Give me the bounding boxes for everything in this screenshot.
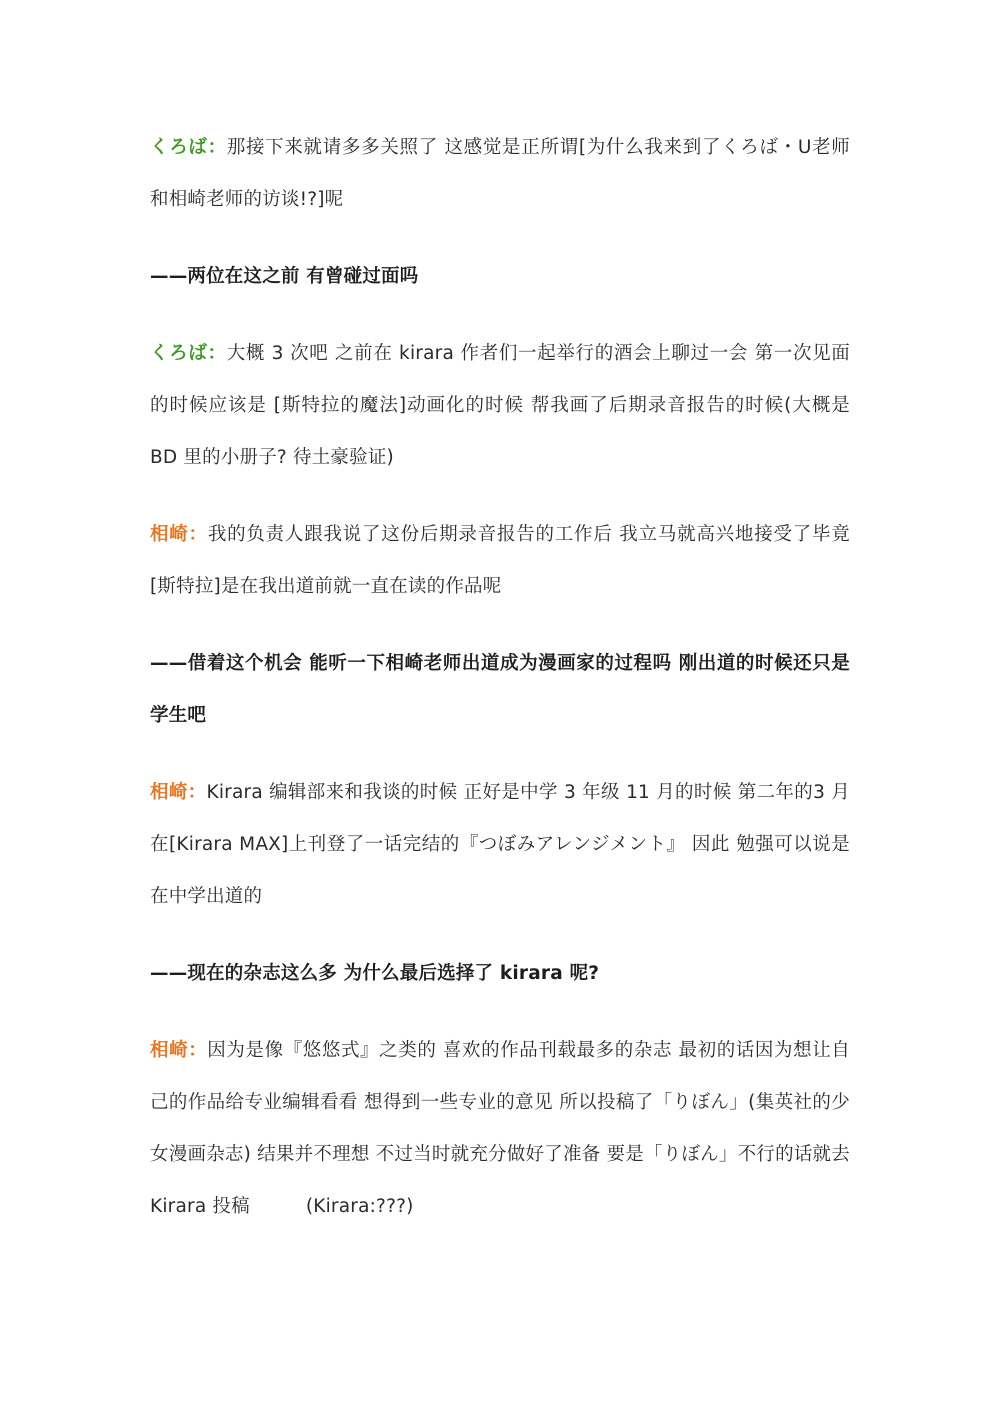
interview-document xyxy=(150,122,850,1258)
speaker-label-aizaki: 相崎： xyxy=(150,1040,208,1061)
answer-text: 我的负责人跟我说了这份后期录音报告的工作后 我立马就高兴地接受了毕竟[斯特拉]是在我出道前就一直在读的作品呢 xyxy=(150,524,850,597)
answer-text: 因为是像『悠悠式』之类的 喜欢的作品刊载最多的杂志 最初的话因为想让自己的作品给专业编辑看看 想得到一些专业的意见 所以投稿了「りぼん」(集英社的少女漫画杂志) 结果并不理想 不过当时就充分做好了准备 要是「りぼん」不行的话就去 Kirara 投稿 xyxy=(150,1040,851,1217)
interviewer-question-3: ——现在的杂志这么多 为什么最后选择了 kirara 呢? xyxy=(150,963,600,984)
answer-paragraph-aizaki-3 xyxy=(150,1025,850,1233)
answer-paragraph-kuroba-2 xyxy=(150,328,850,484)
interviewer-question-2: ——借着这个机会 能听一下相崎老师出道成为漫画家的过程吗 刚出道的时候还只是学生吧 xyxy=(150,653,850,726)
answer-paragraph-aizaki-2 xyxy=(150,767,850,923)
answer-text: 那接下来就请多多关照了 这感觉是正所谓[为什么我来到了くろば・U老师和相崎老师的访谈!?]呢 xyxy=(150,137,850,210)
answer-paragraph-aizaki-1 xyxy=(150,509,850,613)
answer-paragraph-kuroba-1 xyxy=(150,122,850,226)
answer-text: 大概 3 次吧 之前在 kirara 作者们一起举行的酒会上聊过一会 第一次见面的时候应该是 [斯特拉的魔法]动画化的时候 帮我画了后期录音报告的时候(大概是 BD 里的小册子? 待土豪验证) xyxy=(150,343,850,468)
speaker-label-aizaki: 相崎： xyxy=(150,782,207,803)
speaker-label-kuroba: くろば： xyxy=(150,343,227,364)
answer-text: Kirara 编辑部来和我谈的时候 正好是中学 3 年级 11 月的时候 第二年的3 月在[Kirara MAX]上刊登了一话完结的『つぼみアレンジメント』 因此 勉强可以说是在中学出道的 xyxy=(150,782,850,907)
speaker-label-kuroba: くろば： xyxy=(150,137,227,158)
interviewer-question-1: ——两位在这之前 有曾碰过面吗 xyxy=(150,266,419,287)
editor-note: (Kirara:???) xyxy=(305,1196,414,1217)
speaker-label-aizaki: 相崎： xyxy=(150,524,208,545)
